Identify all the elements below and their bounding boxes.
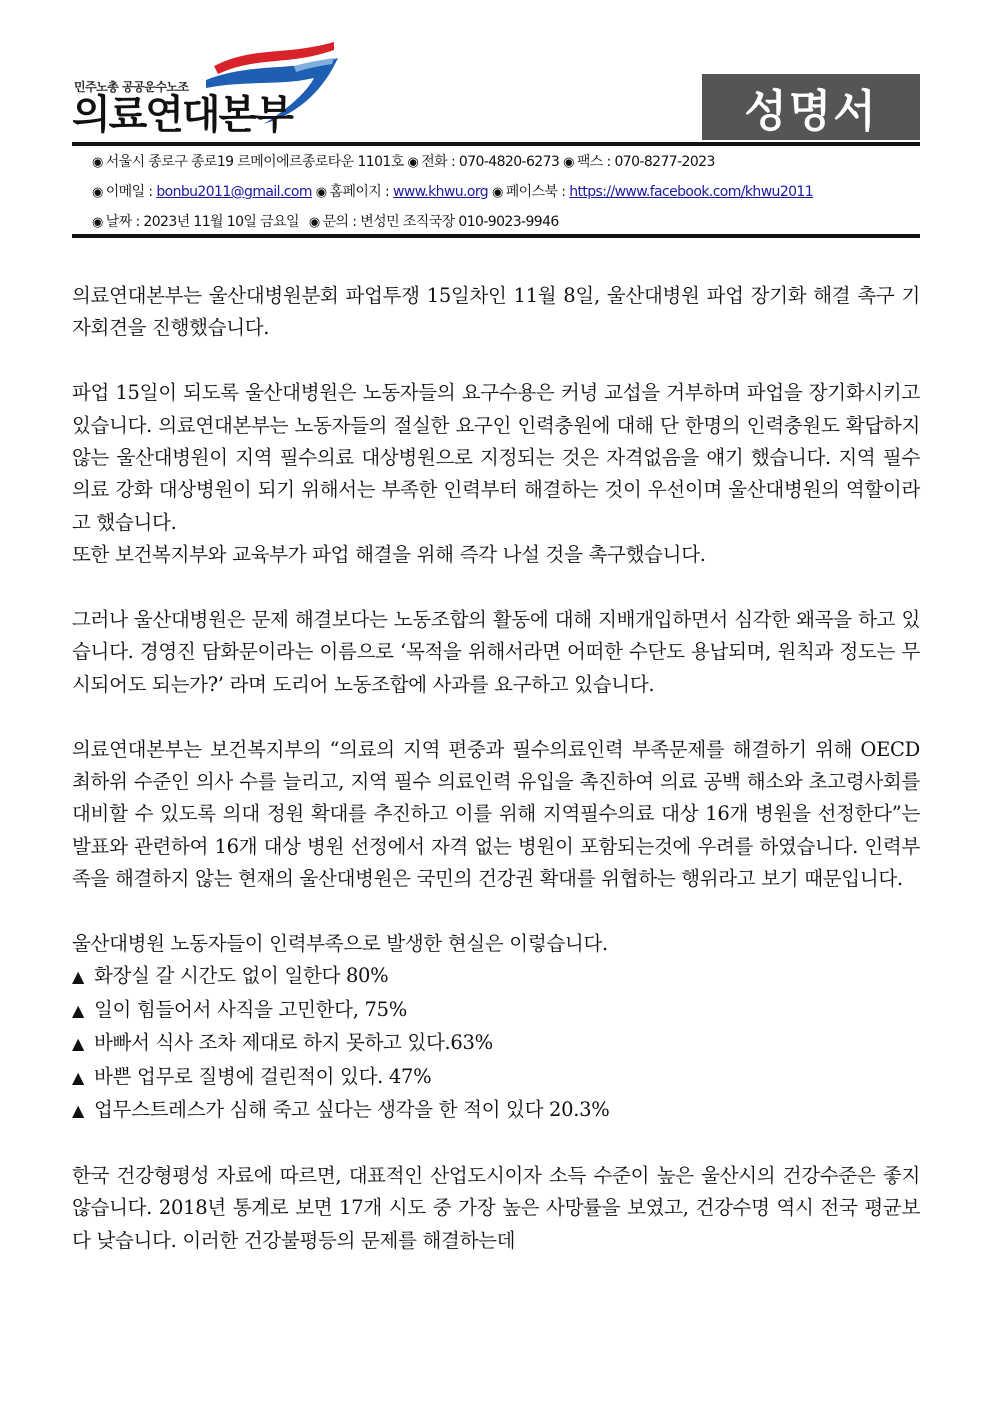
bullet-icon: ◉ xyxy=(563,155,574,170)
list-item: ▲ 업무스트레스가 심해 죽고 싶다는 생각을 한 적이 있다 20.3% xyxy=(72,1094,920,1127)
contact-person: 문의 : 변성민 조직국장 010-9023-9946 xyxy=(322,214,559,230)
union-name: 민주노총 공공운수노조 xyxy=(74,80,189,94)
bullet-icon: ◉ xyxy=(315,185,327,200)
bullet-icon: ◉ xyxy=(407,155,419,170)
bullet-icon: ◉ xyxy=(92,185,103,200)
list-item: ▲ 바빠서 식사 조차 제대로 하지 못하고 있다.63% xyxy=(72,1027,920,1060)
homepage-label: 홈페이지 : xyxy=(329,184,394,200)
triangle-bullet-icon: ▲ xyxy=(72,1067,85,1087)
facebook-link[interactable]: https://www.facebook.com/khwu2011 xyxy=(569,184,814,200)
letterhead xyxy=(72,36,920,140)
triangle-bullet-icon: ▲ xyxy=(72,1034,85,1054)
bullet-icon: ◉ xyxy=(308,215,320,230)
header-divider-bottom xyxy=(72,234,920,238)
org-logo xyxy=(72,36,372,140)
triangle-bullet-icon: ▲ xyxy=(72,967,85,987)
fax: 팩스 : 070-8277-2023 xyxy=(576,154,715,170)
header-divider-top xyxy=(72,142,920,146)
survey-result-list xyxy=(72,960,920,1127)
paragraph-4: 그러나 울산대병원은 문제 해결보다는 노동조합의 활동에 대해 지배개입하면서 심각한 왜곡을 하고 있습니다. 경영진 담화문이라는 이름으로 ‘목적을 위해서라면 어떠한 수단도 용납되며, 원칙과 정도는 무시되어도 되는가?’ 라며 도리어 노동조합에 사과를 요구하고 있습니다. xyxy=(72,608,920,696)
info-line-date xyxy=(92,211,559,231)
paragraph-7: 한국 건강형평성 자료에 따르면, 대표적인 산업도시이자 소득 수준이 높은 울산시의 건강수준은 좋지 않습니다. 2018년 통계로 보면 17개 시도 중 가장 높은 사망률을 보였고, 건강수명 역시 전국 평균보다 낮습니다. 이러한 건강불평등의 문제를 해결하는데 xyxy=(72,1163,920,1252)
bullet-icon: ◉ xyxy=(491,185,503,200)
homepage-link[interactable]: www.khwu.org xyxy=(393,184,489,200)
facebook-label: 페이스북 : xyxy=(505,184,570,200)
paragraph-5: 의료연대본부는 보건복지부의 “의료의 지역 편중과 필수의료인력 부족문제를 해결하기 위해 OECD 최하위 수준인 의사 수를 늘리고, 지역 필수 의료인력 유입을 촉진하여 의료 공백 해소와 초고령사회를 대비할 수 있도록 의대 정원 확대를 추진하고 이를 위해 지역필수의료 대상 16개 병원을 선정한다”는 발표와 관련하여 16개 대상 병원 선정에서 자격 없는 병원이 포함되는것에 우려를 하였습니다. 인력부족을 해결하지 않는 현재의 울산대병원은 국민의 건강권 확대를 위협하는 행위라고 보기 때문입니다. xyxy=(72,737,920,891)
address: 서울시 종로구 종로19 르메이에르종로타운 1101호 xyxy=(105,154,404,170)
paragraph-2: 파업 15일이 되도록 울산대병원은 노동자들의 요구수용은 커녕 교섭을 거부하며 파업을 장기화시키고 있습니다. 의료연대본부는 노동자들의 절실한 요구인 인력충원에 대해 단 한명의 인력충원도 확답하지 않는 울산대병원이 지역 필수의료 대상병원으로 지정되는 것은 자격없음을 얘기 했습니다. 지역 필수의료 강화 대상병원이 되기 위해서는 부족한 인력부터 해결하는 것이 우선이며 울산대병원의 역할이라고 했습니다. xyxy=(72,381,920,534)
document-type-badge: 성명서 xyxy=(702,74,920,140)
statement-body xyxy=(72,280,920,1257)
list-item: ▲ 바쁜 업무로 질병에 걸린적이 있다. 47% xyxy=(72,1061,920,1094)
triangle-bullet-icon: ▲ xyxy=(72,1000,85,1020)
paragraph-1: 의료연대본부는 울산대병원분회 파업투쟁 15일차인 11월 8일, 울산대병원 파업 장기화 해결 촉구 기자회견을 진행했습니다. xyxy=(72,284,920,340)
list-item: ▲ 화장실 갈 시간도 없이 일한다 80% xyxy=(72,960,920,993)
info-line-address xyxy=(92,151,715,171)
phone: 전화 : 070-4820-6273 xyxy=(421,154,560,170)
paragraph-6: 울산대병원 노동자들이 인력부족으로 발생한 현실은 이렇습니다. xyxy=(72,932,608,956)
date: 날짜 : 2023년 11월 10일 금요일 xyxy=(105,214,299,230)
triangle-bullet-icon: ▲ xyxy=(72,1101,85,1121)
bullet-icon: ◉ xyxy=(92,215,103,230)
org-name: 의료연대본부 xyxy=(72,92,292,138)
email-label: 이메일 : xyxy=(105,184,157,200)
email-link[interactable]: bonbu2011@gmail.com xyxy=(156,184,312,200)
list-item: ▲ 일이 힘들어서 사직을 고민한다, 75% xyxy=(72,994,920,1027)
paragraph-3: 또한 보건복지부와 교육부가 파업 해결을 위해 즉각 나설 것을 촉구했습니다. xyxy=(72,543,706,567)
bullet-icon: ◉ xyxy=(92,155,103,170)
info-line-contacts xyxy=(92,181,813,201)
